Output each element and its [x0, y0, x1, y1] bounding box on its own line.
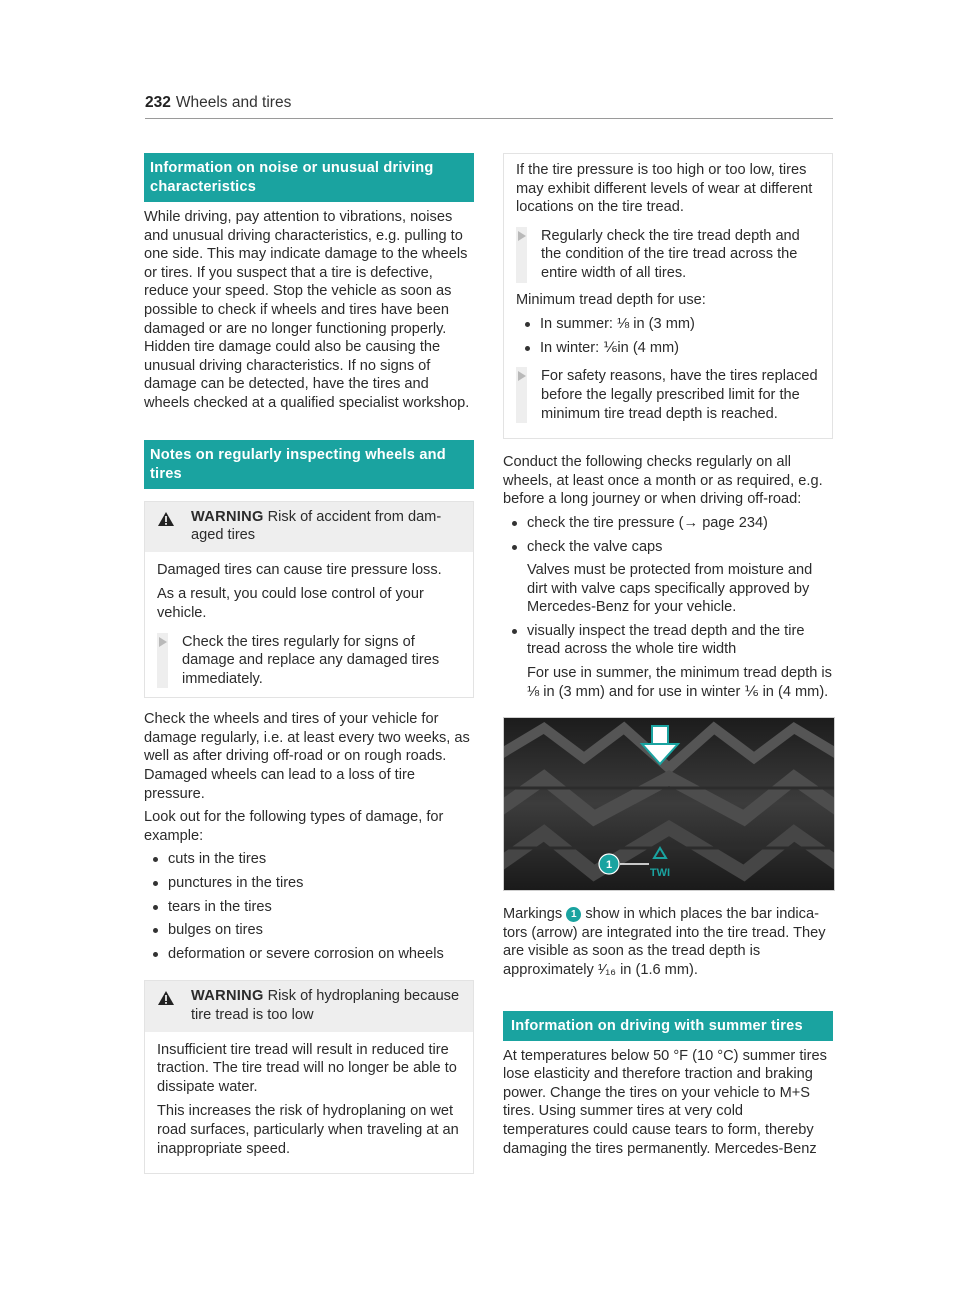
list-item-summer: In summer: ⅛ in (3 mm): [516, 315, 820, 334]
action-step-text: Check the tires regularly for signs of damage and replace any damaged tires immediately.: [182, 633, 440, 687]
warning-box-damaged-tires: [144, 501, 474, 699]
warning-box-hydroplaning: [144, 980, 474, 1174]
list-item-detail: For use in summer, the minimum tread depth is ⅛ in (3 mm) and for use in winter ⅙ in (4 mm).: [527, 665, 832, 700]
inspect-text-1: Check the wheels and tires of your vehicle for damage regularly, i.e. at least every two weeks, as well as after driving off-road or on rough roads. Damaged wheels can lead to a loss of tire pressure.: [144, 711, 470, 802]
list-item: punctures in the tires: [144, 874, 474, 893]
warning-triangle-icon: [157, 511, 175, 527]
list-item: deformation or severe corrosion on wheels: [144, 945, 474, 964]
warning-label: WARNING: [191, 988, 264, 1005]
list-item: bulges on tires: [144, 921, 474, 940]
page-number: 232: [145, 94, 171, 111]
section-title: Wheels and tires: [175, 94, 292, 111]
inspect-text-2: Look out for the following types of damage, for example:: [144, 809, 444, 844]
warning-triangle-icon: [157, 990, 175, 1006]
list-item: tears in the tires: [144, 898, 474, 917]
checks-list-cont: [503, 622, 833, 659]
action-step-text: For safety reasons, have the tires replaced before the legally prescribed limit for the minimum tire tread depth is reached.: [541, 368, 818, 422]
warning-header: [145, 502, 473, 552]
list-item-winter: In winter: ⅙in (4 mm): [516, 339, 820, 358]
page-header: [145, 94, 833, 119]
list-item: check the valve caps: [503, 538, 833, 557]
warning-header: [145, 981, 473, 1031]
markings-pre: Markings: [503, 906, 563, 923]
play-arrow-icon: [157, 636, 168, 648]
marker-1-label: 1: [605, 859, 613, 872]
action-step: [516, 367, 820, 423]
tire-tread-illustration: [503, 717, 835, 891]
min-tread-label: Minimum tread depth for use:: [516, 291, 706, 308]
action-step: [157, 633, 461, 689]
inspect-heading: Notes on regularly inspecting wheels and tires: [144, 440, 474, 489]
markings-text: [503, 905, 833, 979]
play-arrow-icon: [516, 370, 527, 382]
warning-text-2: This increases the risk of hydroplaning on wet road surfaces, particularly when traveling at an inappropriate speed.: [157, 1103, 459, 1157]
warning-text-2: As a result, you could lose control of your vehicle.: [157, 586, 424, 621]
tire-tread-image: [504, 718, 834, 890]
warning-title: Risk of hydroplaning because tire tread is too low: [191, 988, 460, 1023]
info-text: If the tire pressure is too high or too low, tires may exhibit different levels of wear at different locations on the tire tread.: [516, 162, 813, 216]
warning-title: Risk of accident from damaged tires: [191, 508, 442, 544]
play-arrow-icon: [516, 230, 527, 242]
list-item: check the tire pressure (→ page 234): [503, 514, 833, 533]
warning-label: WARNING: [191, 508, 264, 525]
warning-text-1: Insufficient tire tread will result in reduced tire traction. The tire tread will no longer be able to dissipate water.: [157, 1041, 457, 1095]
summer-tires-text: At temperatures below 50 °F (10 °C) summer tires lose elasticity and therefore traction and braking power. Change the tires on your vehicle to M+S tires. Using summer tires at very cold temperatures could cause tears to form, thereby damaging the tires permanently. Mercedes-Benz: [503, 1047, 827, 1157]
summer-tires-heading: Information on driving with summer tires: [503, 1011, 833, 1041]
action-step: [516, 227, 820, 283]
tread-depth-list: [516, 315, 820, 357]
action-step-text: Regularly check the tire tread depth and the condition of the tire tread across the entire width of all tires.: [541, 227, 800, 281]
twi-label: TWI: [649, 867, 671, 880]
warning-text-1: Damaged tires can cause tire pressure loss.: [157, 561, 442, 578]
damage-list: [144, 850, 474, 963]
checks-list: [503, 514, 833, 556]
checks-intro: Conduct the following checks regularly on all wheels, at least once a month or as required, e.g. before a long journey or when driving off-road:: [503, 454, 823, 508]
tire-pressure-info-box: [503, 153, 833, 439]
left-column: [144, 153, 474, 1174]
right-column: [503, 153, 833, 1163]
noise-heading: Information on noise or unusual driving characteristics: [144, 153, 474, 202]
noise-text: While driving, pay attention to vibrations, noises and unusual driving characteristics, e.g. pulling to one side. This may indicate damage to the wheels or tires. If you suspect that a tire is defective, reduce your speed. Stop the vehicle as soon as possible to check if wheels and tires have been damaged or are no longer functioning properly. Hidden tire damage could also be causing the unusual driving characteristics. If no signs of damage can be detected, have the tires and wheels checked at a qualified specialist workshop.: [144, 209, 470, 411]
list-item-detail: Valves must be protected from moisture and dirt with valve caps specifically approved by Mercedes-Benz for your vehicle.: [527, 562, 813, 616]
list-item: visually inspect the tread depth and the tire tread across the whole tire width: [503, 622, 833, 659]
markings-post: show in which places the bar indicators (arrow) are integrated into the tire tread. They are visible as soon as the tread depth is approximately ¹⁄₁₆ in (1.6 mm).: [503, 906, 826, 979]
list-item: cuts in the tires: [144, 850, 474, 869]
marker-1-badge-inline: 1: [566, 907, 581, 922]
